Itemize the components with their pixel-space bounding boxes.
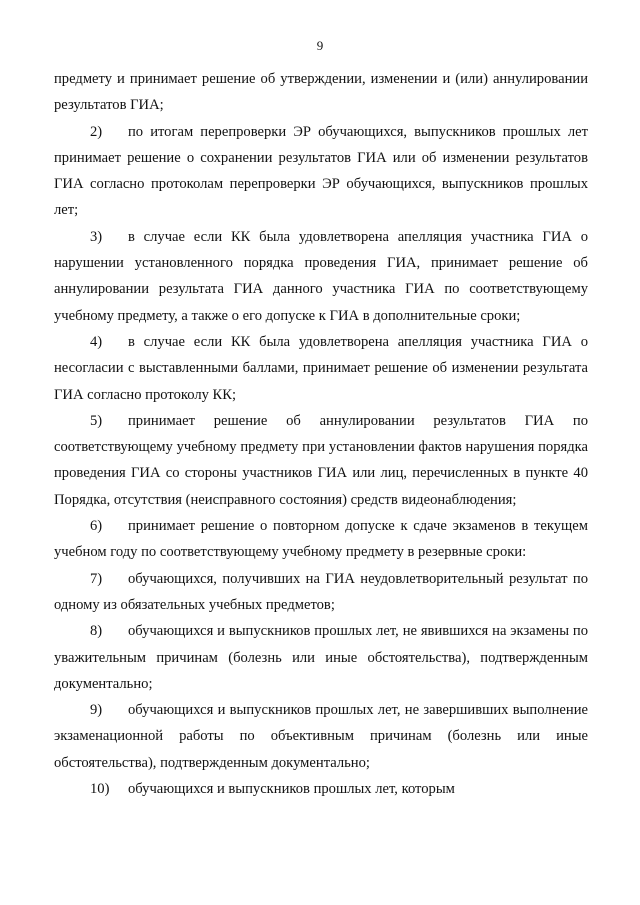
list-item-text: в случае если КК была удовлетворена апелляция участника ГИА о нарушении установленного порядка проведения ГИА, принимает решение об аннулировании результата ГИА данного участника ГИА по соответствующему учебному предмету, а также о его допуске к ГИА в дополнительные сроки; (54, 228, 588, 324)
list-item-text: обучающихся и выпускников прошлых лет, не явившихся на экзамены по уважительным причинам (болезнь или иные обстоятельства), подтвержденным документально; (54, 623, 588, 692)
list-item-number: 9) (90, 702, 103, 719)
list-item-text: обучающихся и выпускников прошлых лет, которым (128, 781, 455, 798)
list-item-10 (54, 776, 588, 802)
list-item-text: обучающихся и выпускников прошлых лет, не завершивших выполнение экзаменационной работы по объективным причинам (болезнь или иные обстоятельства), подтвержденным документально; (54, 702, 588, 771)
list-item-number: 3) (90, 228, 103, 245)
list-item-3 (54, 224, 588, 329)
list-item-2 (54, 119, 588, 224)
list-item-text: в случае если КК была удовлетворена апелляция участника ГИА о несогласии с выставленными баллами, принимает решение об изменении результата ГИА согласно протоколу КК; (54, 333, 588, 403)
list-item-text: принимает решение об аннулировании результатов ГИА по соответствующему учебному предмету при установлении фактов нарушения порядка проведения ГИА со стороны участников ГИА или лиц, перечисленных в пункте 40 Порядка, отсутствия (неисправного состояния) средств видеонаблюдения; (54, 412, 588, 508)
list-item-6 (54, 513, 588, 566)
list-item-text: принимает решение о повторном допуске к сдаче экзаменов в текущем учебном году по соответствующему учебному предмету в резервные сроки: (54, 518, 588, 561)
list-item-text: обучающихся, получивших на ГИА неудовлетворительный результат по одному из обязательных учебных предметов; (54, 570, 588, 613)
list-item-number: 10) (90, 781, 110, 798)
list-item-number: 6) (90, 518, 103, 535)
page-number: 9 (316, 38, 324, 53)
list-item-7 (54, 566, 588, 619)
list-item-number: 5) (90, 412, 103, 429)
list-item-number: 7) (90, 570, 103, 587)
list-item-5 (54, 408, 588, 513)
list-item-number: 8) (90, 623, 103, 640)
document-body (54, 66, 588, 802)
list-item-text: по итогам перепроверки ЭР обучающихся, выпускников прошлых лет принимает решение о сохранении результатов ГИА или об изменении результатов ГИА согласно протоколам перепроверки ЭР обучающихся, выпускников прошлых лет; (54, 123, 588, 219)
paragraph-text: предмету и принимает решение об утверждении, изменении и (или) аннулировании результатов ГИА; (54, 71, 588, 114)
list-item-4 (54, 329, 588, 408)
list-item-8 (54, 618, 588, 697)
list-item-9 (54, 697, 588, 776)
paragraph-continuation (54, 66, 588, 119)
list-item-number: 4) (90, 333, 103, 350)
list-item-number: 2) (90, 123, 103, 140)
